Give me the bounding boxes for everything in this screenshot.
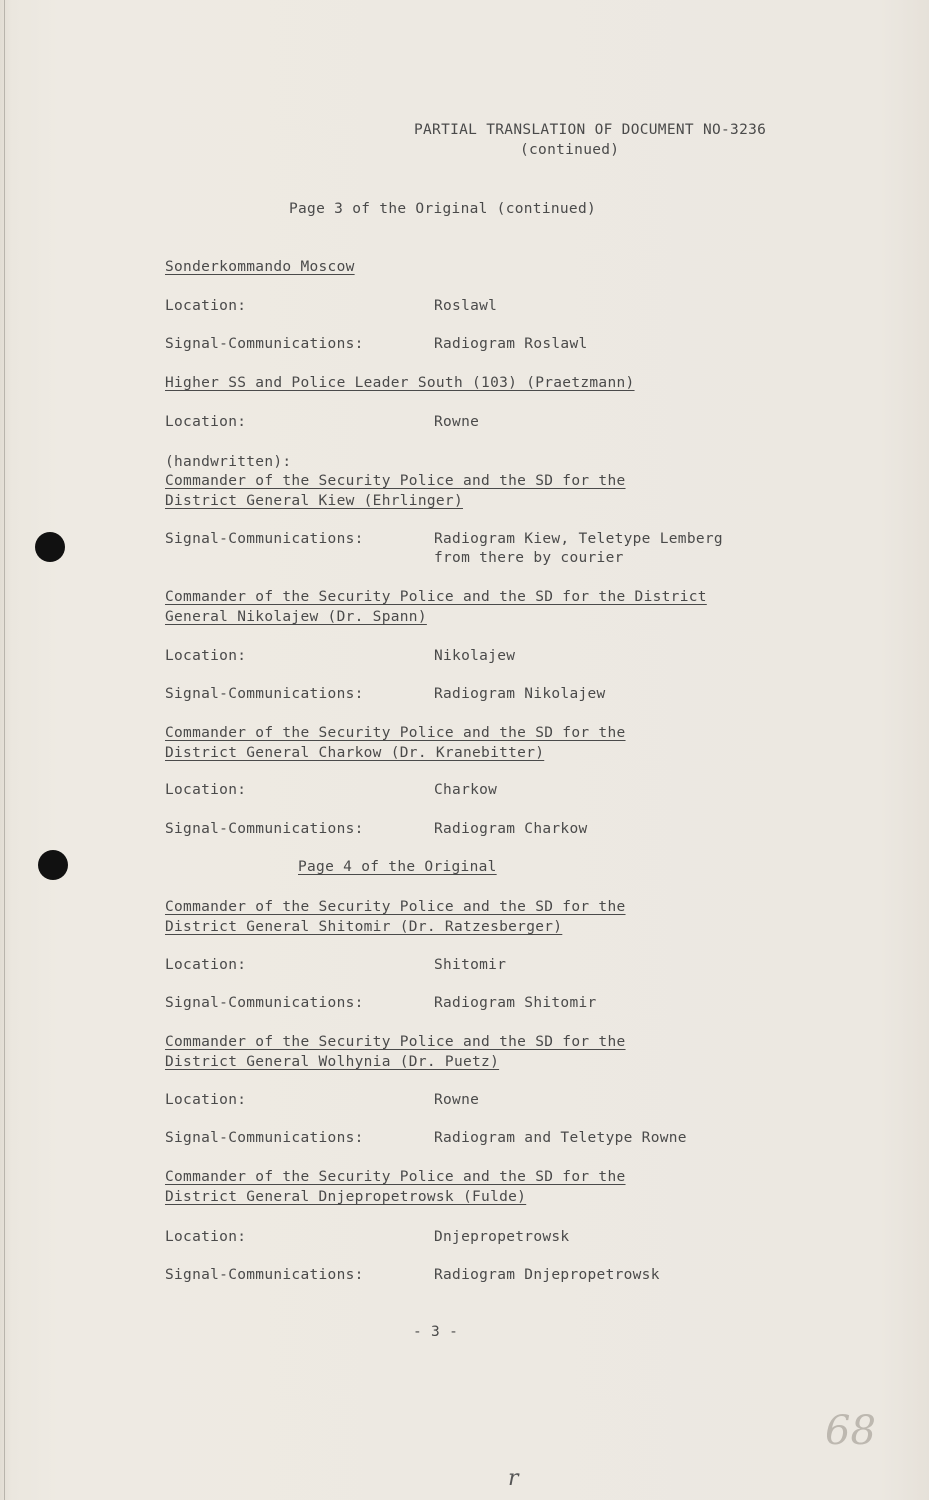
- field-label: Location:: [165, 414, 247, 430]
- field-label: Signal-Communications:: [165, 336, 364, 352]
- field-label: Location:: [165, 648, 247, 664]
- field-value: Radiogram Shitomir: [434, 995, 597, 1011]
- field-label: Signal-Communications:: [165, 995, 364, 1011]
- field-value: Radiogram Dnjepropetrowsk: [434, 1267, 660, 1283]
- document-subtitle: (continued): [520, 142, 620, 158]
- field-label: Location:: [165, 1092, 247, 1108]
- section-heading: Commander of the Security Police and the SD for the: [165, 1169, 626, 1185]
- field-label: Location:: [165, 957, 247, 973]
- field-value: Radiogram and Teletype Rowne: [434, 1130, 687, 1146]
- page-reference: Page 3 of the Original (continued): [289, 201, 597, 217]
- section-heading: District General Wolhynia (Dr. Puetz): [165, 1054, 500, 1070]
- field-value: Radiogram Kiew, Teletype Lemberg: [434, 531, 723, 547]
- section-heading: District General Shitomir (Dr. Ratzesberger): [165, 919, 563, 935]
- section-heading: General Nikolajew (Dr. Spann): [165, 609, 427, 625]
- field-value: Radiogram Roslawl: [434, 336, 588, 352]
- field-value: Shitomir: [434, 957, 507, 973]
- section-heading: Sonderkommando Moscow: [165, 259, 355, 275]
- margin-note: 68: [825, 1408, 876, 1454]
- section-heading: District General Kiew (Ehrlinger): [165, 493, 463, 509]
- page-reference-2: Page 4 of the Original: [298, 859, 497, 875]
- field-label: Signal-Communications:: [165, 821, 364, 837]
- section-note: (handwritten):: [165, 454, 292, 470]
- section-heading: Commander of the Security Police and the SD for the District: [165, 589, 707, 605]
- section-heading: Commander of the Security Police and the SD for the: [165, 473, 626, 489]
- field-value: Rowne: [434, 1092, 480, 1108]
- field-label: Signal-Communications:: [165, 686, 364, 702]
- field-value: Rowne: [434, 414, 480, 430]
- section-heading: Commander of the Security Police and the SD for the: [165, 725, 626, 741]
- field-value: Roslawl: [434, 298, 498, 314]
- section-heading: Commander of the Security Police and the SD for the: [165, 1034, 626, 1050]
- punch-hole-bottom: [38, 850, 68, 880]
- field-label: Signal-Communications:: [165, 531, 364, 547]
- field-value: Radiogram Nikolajew: [434, 686, 606, 702]
- field-label: Location:: [165, 1229, 247, 1245]
- field-value: Dnjepropetrowsk: [434, 1229, 570, 1245]
- section-heading: Higher SS and Police Leader South (103) (Praetzmann): [165, 375, 635, 391]
- field-value: Charkow: [434, 782, 498, 798]
- field-label: Location:: [165, 782, 247, 798]
- section-heading: District General Dnjepropetrowsk (Fulde): [165, 1189, 527, 1205]
- field-value: Radiogram Charkow: [434, 821, 588, 837]
- punch-hole-top: [35, 532, 65, 562]
- section-heading: District General Charkow (Dr. Kranebitter): [165, 745, 545, 761]
- page-edge: [4, 0, 5, 1500]
- field-label: Signal-Communications:: [165, 1267, 364, 1283]
- field-value: from there by courier: [434, 550, 624, 566]
- bottom-mark: r: [508, 1466, 519, 1491]
- field-value: Nikolajew: [434, 648, 516, 664]
- field-label: Location:: [165, 298, 247, 314]
- document-title: PARTIAL TRANSLATION OF DOCUMENT NO-3236: [414, 122, 767, 138]
- field-label: Signal-Communications:: [165, 1130, 364, 1146]
- page-number: - 3 -: [413, 1324, 459, 1340]
- section-heading: Commander of the Security Police and the SD for the: [165, 899, 626, 915]
